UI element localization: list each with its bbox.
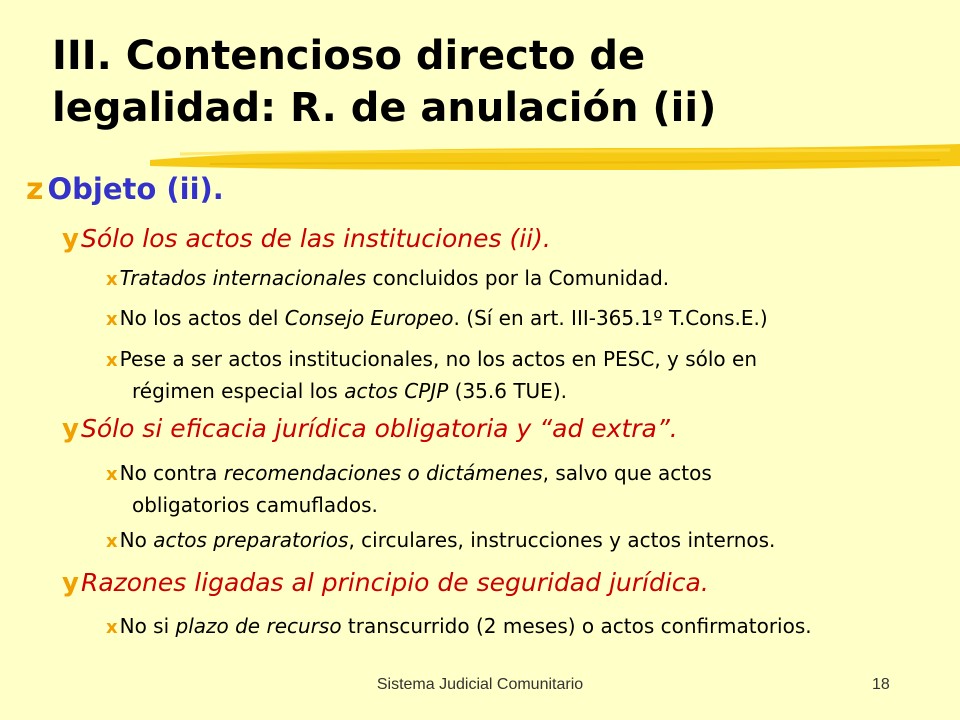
bullet-x-icon: x: [106, 350, 118, 371]
section-1-heading: [62, 224, 551, 254]
item-text: transcurrido (2 meses) o actos confirmatorios.: [341, 614, 812, 638]
item-text: No los actos del: [119, 306, 285, 330]
item-text: , salvo que actos: [542, 461, 712, 485]
item-text: . (Sí en art. III-365.1º T.Cons.E.): [453, 306, 768, 330]
item-text: concluidos por la Comunidad.: [366, 266, 670, 290]
item-italic: plazo de recurso: [175, 614, 342, 638]
item-continuation: obligatorios camuflados.: [132, 493, 378, 517]
item-continuation: [106, 376, 757, 406]
list-item: [106, 344, 757, 406]
list-item: [106, 458, 712, 520]
slide-title-line1: III. Contencioso directo de: [52, 33, 646, 79]
bullet-x-icon: x: [106, 464, 118, 485]
slide-title: [52, 30, 932, 134]
bullet-x-icon: x: [106, 617, 118, 638]
bullet-y-icon: y: [62, 414, 79, 444]
bullet-x-icon: x: [106, 269, 118, 290]
bullet-z-icon: z: [26, 172, 44, 207]
bullet-x-icon: x: [106, 531, 118, 552]
bullet-x-icon: x: [106, 309, 118, 330]
item-text: Pese a ser actos institucionales, no los actos en PESC, y sólo en: [119, 347, 758, 371]
heading-objeto: [26, 172, 224, 207]
page-number: 18: [872, 676, 890, 693]
item-text: régimen especial los: [132, 379, 345, 403]
item-text: No si: [119, 614, 176, 638]
section-2-heading: [62, 414, 678, 444]
item-text: (35.6 TUE).: [448, 379, 567, 403]
section-2-text: Sólo si eficacia jurídica obligatoria y “ad extra”.: [80, 414, 678, 443]
item-italic: actos preparatorios: [153, 528, 349, 552]
heading-text: Objeto (ii).: [47, 172, 224, 206]
item-text: , circulares, instrucciones y actos internos.: [348, 528, 776, 552]
slide-title-line2: legalidad: R. de anulación (ii): [52, 85, 717, 131]
footer-title: Sistema Judicial Comunitario: [376, 676, 584, 693]
list-item: [106, 306, 768, 330]
title-underline-brushstroke: [150, 140, 960, 174]
list-item: [106, 266, 669, 290]
section-3-heading: [62, 568, 709, 598]
section-3-text: Razones ligadas al principio de seguridad jurídica.: [80, 568, 709, 597]
item-text: No contra: [119, 461, 224, 485]
list-item: [106, 528, 775, 552]
bullet-y-icon: y: [62, 224, 79, 254]
item-italic: Tratados internacionales: [119, 266, 367, 290]
item-italic: recomendaciones o dictámenes: [223, 461, 543, 485]
list-item: [106, 614, 812, 638]
bullet-y-icon: y: [62, 568, 79, 598]
item-text: No: [119, 528, 154, 552]
item-italic: actos CPJP: [344, 379, 449, 403]
section-1-text: Sólo los actos de las instituciones (ii).: [80, 224, 551, 253]
item-italic: Consejo Europeo: [284, 306, 454, 330]
